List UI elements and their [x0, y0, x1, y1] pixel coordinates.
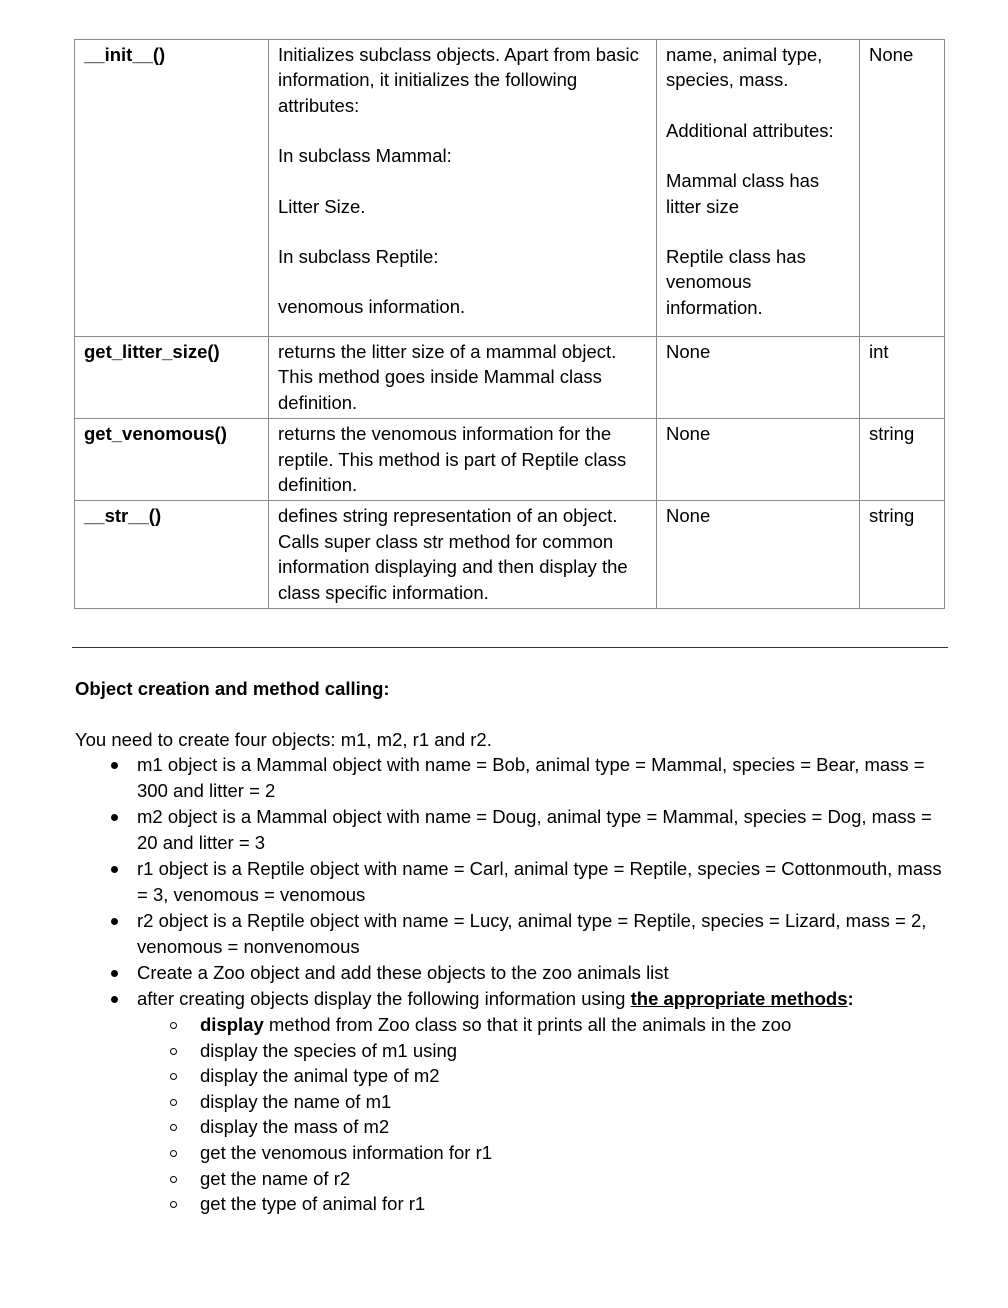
sub-list-item: [137, 1166, 955, 1192]
method-name: __str__(): [75, 501, 269, 609]
circle-bullet-icon: [170, 1176, 177, 1183]
circle-bullet-icon: [170, 1201, 177, 1208]
method-return-type: int: [860, 337, 945, 419]
parameters-paragraph: name, animal type, species, mass.: [666, 44, 823, 91]
method-name: get_litter_size(): [75, 337, 269, 419]
table-row: [75, 40, 945, 337]
method-description: [269, 40, 657, 337]
bullet-icon: [111, 762, 118, 769]
method-return-type: string: [860, 501, 945, 609]
table-row: [75, 501, 945, 609]
method-parameters: None: [657, 501, 860, 609]
horizontal-divider: [72, 647, 948, 648]
sub-list-item: [137, 1140, 955, 1166]
method-description: returns the litter size of a mammal object. This method goes inside Mammal class definition.: [269, 337, 657, 419]
list-item-text: r1 object is a Reptile object with name = Carl, animal type = Reptile, species = Cottonmouth, mass = 3, venomous = venomous: [137, 858, 942, 905]
list-item: [75, 986, 955, 1217]
list-item-text: m1 object is a Mammal object with name = Bob, animal type = Mammal, species = Bear, mass = 300 and litter = 2: [137, 754, 925, 801]
circle-bullet-icon: [170, 1073, 177, 1080]
sub-list-item-text: get the type of animal for r1: [200, 1193, 426, 1215]
sub-list-item: [137, 1191, 955, 1217]
parameters-paragraph: Additional attributes:: [666, 119, 834, 141]
list-item-text: Create a Zoo object and add these objects to the zoo animals list: [137, 962, 669, 983]
sub-list-item-text: method from Zoo class so that it prints all the animals in the zoo: [263, 1014, 792, 1035]
method-return-type: None: [860, 40, 945, 337]
circle-bullet-icon: [170, 1124, 177, 1131]
sub-list-item-bold: display: [200, 1014, 264, 1035]
sub-list-item: [137, 1089, 955, 1115]
parameters-paragraph: Mammal class has litter size: [666, 170, 820, 217]
list-item: [75, 804, 955, 856]
description-paragraph: Litter Size.: [278, 195, 366, 217]
sub-list-item-text: get the name of r2: [200, 1167, 351, 1189]
list-item: [75, 960, 955, 986]
bullet-icon: [111, 814, 118, 821]
list-item-text: after creating objects display the following information using: [137, 988, 631, 1009]
sub-list-item-text: display the animal type of m2: [200, 1065, 440, 1087]
circle-bullet-icon: [170, 1022, 177, 1029]
method-name: __init__(): [75, 40, 269, 337]
sub-list-item: [137, 1012, 955, 1038]
sub-list-item: [137, 1063, 955, 1089]
circle-bullet-icon: [170, 1099, 177, 1106]
table-row: [75, 419, 945, 501]
description-paragraph: Initializes subclass objects. Apart from basic information, it initializes the following attributes:: [278, 44, 639, 116]
list-item-text: m2 object is a Mammal object with name = Doug, animal type = Mammal, species = Dog, mass = 20 and litter = 3: [137, 806, 932, 853]
list-item: [75, 752, 955, 804]
method-description: defines string representation of an object. Calls super class str method for common information displaying and then display the class specific information.: [269, 501, 657, 609]
method-parameters: None: [657, 419, 860, 501]
sub-list: [137, 1012, 955, 1217]
description-paragraph: venomous information.: [278, 296, 466, 318]
list-item-text: r2 object is a Reptile object with name = Lucy, animal type = Reptile, species = Lizard, mass = 2, venomous = nonvenomous: [137, 910, 927, 957]
emphasis-text: the appropriate methods: [630, 988, 848, 1009]
method-parameters: None: [657, 337, 860, 419]
method-name: get_venomous(): [75, 419, 269, 501]
section-title: Object creation and method calling:: [75, 678, 390, 699]
method-description: returns the venomous information for the reptile. This method is part of Reptile class definition.: [269, 419, 657, 501]
list-item: [75, 908, 955, 960]
emphasis-colon: :: [847, 988, 854, 1009]
sub-list-item-text: get the venomous information for r1: [200, 1141, 493, 1163]
sub-list-item: [137, 1114, 955, 1140]
bullet-icon: [111, 996, 118, 1003]
methods-table: [74, 39, 945, 609]
sub-list-item-text: display the mass of m2: [200, 1116, 390, 1138]
sub-list-item: [137, 1038, 955, 1064]
bullet-icon: [111, 918, 118, 925]
description-paragraph: In subclass Reptile:: [278, 246, 439, 268]
list-item: [75, 856, 955, 908]
section-intro: You need to create four objects: m1, m2, r1 and r2.: [75, 729, 492, 750]
method-parameters: [657, 40, 860, 337]
circle-bullet-icon: [170, 1048, 177, 1055]
sub-list-item-text: display the species of m1 using: [200, 1039, 458, 1061]
bullet-icon: [111, 866, 118, 873]
method-return-type: string: [860, 419, 945, 501]
sub-list-item-text: display the name of m1: [200, 1090, 392, 1112]
instruction-list: [75, 752, 955, 1217]
bullet-icon: [111, 970, 118, 977]
parameters-paragraph: Reptile class has venomous information.: [666, 246, 806, 318]
description-paragraph: In subclass Mammal:: [278, 145, 452, 167]
table-row: [75, 337, 945, 419]
circle-bullet-icon: [170, 1150, 177, 1157]
